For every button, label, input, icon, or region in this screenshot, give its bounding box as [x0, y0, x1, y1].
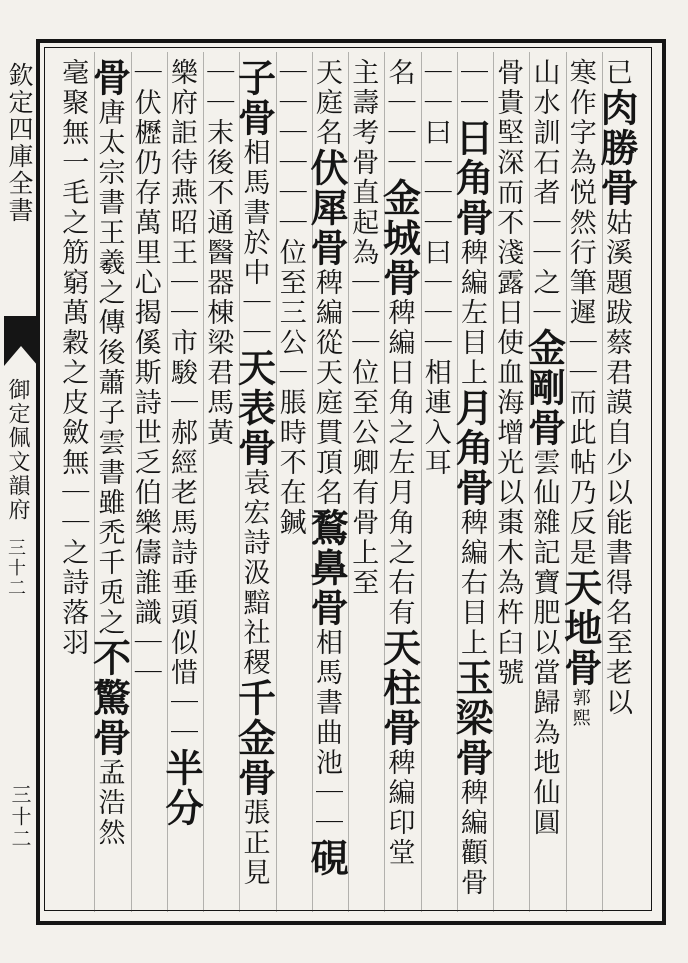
margin-column	[2, 48, 36, 908]
column-text: ｜｜末後不通醫	[202, 58, 234, 268]
column-text: ｜｜	[455, 58, 487, 118]
column-rule	[529, 52, 530, 912]
text-column	[202, 58, 239, 908]
column-text: 稗編左目上	[455, 238, 487, 388]
column-text: 袁宏詩汲黯社稷	[238, 468, 270, 678]
headword: 玉梁骨	[448, 658, 494, 778]
column-text: ｜伏櫪仍存萬里心揭傒斯詩世乏伯樂儔誰識｜｜	[129, 58, 161, 688]
column-text: 山水訓石者｜｜之｜	[528, 58, 560, 328]
column-text: 姑溪題跋蔡君謨自少以能書得名至老以	[600, 208, 632, 718]
column-text: 曰｜｜｜	[419, 118, 451, 238]
text-column	[376, 58, 422, 908]
column-text: 詩落羽	[57, 568, 89, 658]
headword: 鶩鼻骨	[303, 508, 349, 628]
column-text: 毫聚無一毛之筋窮萬穀之皮斂無｜｜之	[57, 58, 89, 568]
column-text: 郭熙	[569, 688, 591, 728]
text-column	[347, 58, 384, 908]
column-text: 稗編印堂	[383, 748, 415, 868]
column-rule	[384, 52, 385, 912]
text-column	[303, 58, 349, 908]
column-rule	[312, 52, 313, 912]
column-text: 器棟梁	[202, 268, 234, 358]
margin-volume-title: 御定佩文韻府	[5, 378, 30, 522]
column-text: 天庭名	[310, 58, 342, 148]
column-rule	[566, 52, 567, 912]
headword: 不驚骨	[86, 638, 132, 758]
headword: 天地骨	[557, 568, 603, 688]
column-rule	[602, 52, 603, 912]
column-text: 稗編右目上	[455, 508, 487, 658]
column-text: 稗編顴骨	[455, 778, 487, 898]
text-column	[129, 58, 166, 908]
headword: 千金骨	[231, 678, 277, 798]
column-text: 已	[600, 58, 632, 88]
column-rule	[131, 52, 132, 912]
column-rule	[276, 52, 277, 912]
headword: 半分	[158, 748, 204, 828]
column-text: ｜｜	[165, 688, 197, 748]
headword: 伏犀骨	[303, 148, 349, 268]
column-text: 唐太宗書王羲之傳後蕭子雲書雖禿千兎之	[93, 98, 125, 638]
column-text: 寒	[564, 58, 596, 88]
column-rule	[167, 52, 168, 912]
column-text: 骨貴堅深而不淺露	[492, 58, 524, 298]
column-rule	[348, 52, 349, 912]
column-rule	[239, 52, 240, 912]
column-text: 作字為悦然行筆遲｜｜而此帖乃反是	[564, 88, 596, 568]
column-text: 相馬書於中｜｜	[238, 138, 270, 348]
margin-page-number: 三十二	[8, 784, 32, 850]
column-text: 君馬黃	[202, 358, 234, 448]
column-text: 名｜｜｜	[383, 58, 415, 178]
text-column	[57, 58, 94, 908]
text-column	[492, 58, 529, 908]
margin-book-title: 欽定四庫全書	[5, 62, 34, 224]
text-column	[521, 58, 567, 908]
text-column	[448, 58, 494, 908]
headword: 肉勝骨	[593, 88, 639, 208]
headword: 天表骨	[231, 348, 277, 468]
column-rule	[493, 52, 494, 912]
headword: 金剛骨	[521, 328, 567, 448]
headword: 子骨	[231, 58, 277, 138]
column-text: 孟浩然	[93, 758, 125, 848]
margin-leaf: 三十二	[5, 538, 26, 598]
column-text: 有骨上至	[347, 478, 379, 598]
column-text: ｜｜	[419, 58, 451, 118]
column-text: ｜｜｜位至三公	[274, 148, 306, 358]
column-rule	[421, 52, 422, 912]
fishtail-mark-icon	[4, 316, 38, 366]
text-column	[593, 58, 639, 908]
headword: 骨	[86, 58, 132, 98]
column-rule	[94, 52, 95, 912]
text-column	[557, 58, 603, 908]
text-column	[158, 58, 204, 908]
column-text: 雲仙雜記寶肥以當歸為地仙圓	[528, 448, 560, 838]
column-rule	[457, 52, 458, 912]
column-text: 稗編日角之左月角之右有	[383, 298, 415, 628]
column-text: 樂府詎待燕昭王｜｜市駿｜郝經老馬詩垂頭似惜	[165, 58, 197, 688]
column-text: 張正見	[238, 798, 270, 888]
headword: 月角骨	[448, 388, 494, 508]
column-text: 骨直起為｜｜｜位至公卿	[347, 148, 379, 478]
column-rule	[203, 52, 204, 912]
column-text: ｜｜｜	[274, 58, 306, 148]
column-text: 稗編從天庭貫頂名	[310, 268, 342, 508]
column-text: 相馬書曲池｜｜	[310, 628, 342, 838]
column-text: 日使血海增光以棗木為杵臼號	[492, 298, 524, 688]
text-column	[419, 58, 456, 908]
column-text: 主壽考	[347, 58, 379, 148]
text-column	[86, 58, 132, 908]
column-text: 相連入耳	[419, 358, 451, 478]
text-column	[231, 58, 277, 908]
headword: 日角骨	[448, 118, 494, 238]
headword: 金城骨	[376, 178, 422, 298]
headword: 硯	[303, 838, 349, 878]
column-text: ｜脹時不在鍼	[274, 358, 306, 538]
headword: 天柱骨	[376, 628, 422, 748]
text-column	[274, 58, 311, 908]
column-text: 曰｜｜｜	[419, 238, 451, 358]
